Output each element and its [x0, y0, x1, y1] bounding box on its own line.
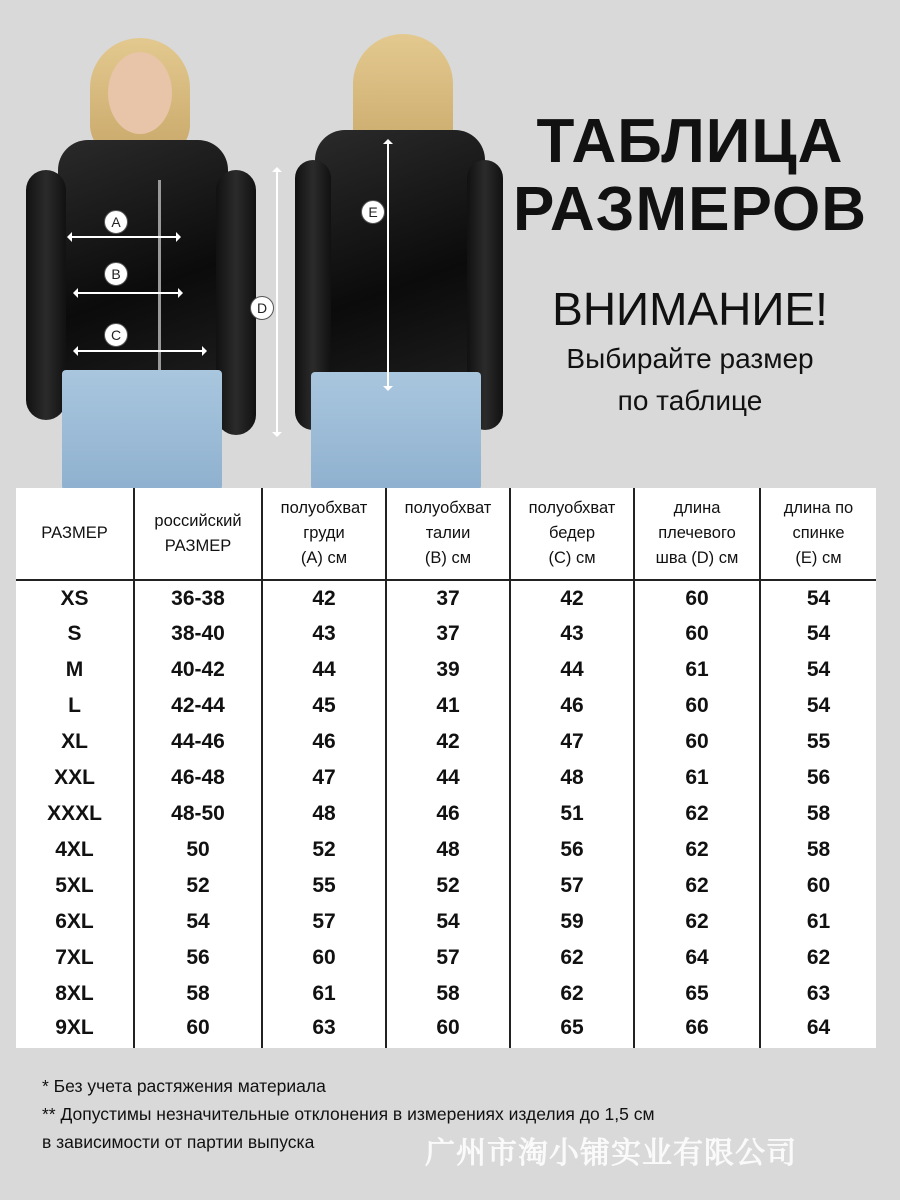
table-cell: XXL: [54, 766, 95, 789]
table-cell: 57: [262, 904, 386, 940]
table-cell: 56: [134, 940, 262, 976]
table-cell: 58: [386, 976, 510, 1012]
table-cell: 66: [634, 1012, 760, 1048]
table-cell: 43: [262, 616, 386, 652]
table-cell: 63: [262, 1012, 386, 1048]
table-cell: 50: [134, 832, 262, 868]
table-cell: 64: [634, 940, 760, 976]
table-cell: 45: [262, 688, 386, 724]
title-line-1: ТАБЛИЦА: [536, 107, 844, 176]
table-cell: 9XL: [55, 1016, 94, 1039]
table-cell: 57: [386, 940, 510, 976]
back-view-photo: [295, 30, 505, 490]
table-cell: 54: [386, 904, 510, 940]
table-cell: 37: [386, 580, 510, 616]
title-line-2: РАЗМЕРОВ: [512, 175, 868, 244]
size-table-body: [16, 580, 876, 1048]
table-cell: 62: [510, 976, 634, 1012]
badge-a: A: [104, 210, 128, 234]
table-cell: 46: [386, 796, 510, 832]
hip-measure-line: [74, 350, 206, 352]
table-cell: 4XL: [55, 838, 94, 861]
hint-line-1: Выбирайте размер: [566, 343, 814, 374]
table-cell: 48: [262, 796, 386, 832]
table-cell: 38-40: [134, 616, 262, 652]
table-row: [16, 652, 876, 688]
table-cell: 42: [386, 724, 510, 760]
table-cell: 58: [760, 796, 876, 832]
table-cell: 64: [760, 1012, 876, 1048]
table-cell: M: [65, 658, 84, 681]
jeans-back: [311, 372, 481, 490]
header-russian-size: российский РАЗМЕР: [134, 488, 262, 580]
table-cell: XXXL: [47, 802, 102, 825]
footnote-2: ** Допустимы незначительные отклонения в измерениях изделия до 1,5 см: [42, 1104, 655, 1124]
table-cell: 65: [510, 1012, 634, 1048]
table-cell: 56: [510, 832, 634, 868]
table-cell: 60: [634, 580, 760, 616]
table-cell: 58: [134, 976, 262, 1012]
jacket-back: [315, 130, 485, 380]
table-cell: 8XL: [55, 982, 94, 1005]
table-cell: 62: [634, 832, 760, 868]
table-cell: 56: [760, 760, 876, 796]
table-cell: 7XL: [55, 946, 94, 969]
waist-measure-line: [74, 292, 182, 294]
table-cell: 59: [510, 904, 634, 940]
table-cell: 46: [262, 724, 386, 760]
header-hips: полуобхват бедер (C) см: [510, 488, 634, 580]
table-cell: 62: [634, 904, 760, 940]
hint-line-2: по таблице: [617, 385, 763, 416]
badge-d: D: [250, 296, 274, 320]
table-cell: 63: [760, 976, 876, 1012]
table-cell: 54: [760, 580, 876, 616]
table-cell: 52: [386, 868, 510, 904]
table-cell: 48: [386, 832, 510, 868]
attention-label: ВНИМАНИЕ!: [552, 283, 828, 335]
table-row: [16, 760, 876, 796]
length-measure-line: [276, 168, 278, 436]
table-cell: 61: [634, 652, 760, 688]
badge-c: C: [104, 323, 128, 347]
table-cell: S: [67, 622, 82, 645]
table-cell: 60: [134, 1012, 262, 1048]
badge-e: E: [361, 200, 385, 224]
table-cell: 42: [262, 580, 386, 616]
footnote-1: * Без учета растяжения материала: [42, 1076, 326, 1096]
table-cell: 57: [510, 868, 634, 904]
table-cell: 37: [386, 616, 510, 652]
table-cell: 43: [510, 616, 634, 652]
table-cell: 51: [510, 796, 634, 832]
table-row: [16, 580, 876, 616]
table-row: [16, 904, 876, 940]
table-cell: L: [68, 694, 81, 717]
table-row: [16, 940, 876, 976]
table-cell: 52: [134, 868, 262, 904]
table-cell: 44: [510, 652, 634, 688]
table-row: [16, 1012, 876, 1048]
table-cell: 42-44: [134, 688, 262, 724]
table-cell: 6XL: [55, 910, 94, 933]
table-cell: 46-48: [134, 760, 262, 796]
table-cell: 61: [634, 760, 760, 796]
table-cell: 58: [760, 832, 876, 868]
header-chest: полуобхват груди (A) см: [262, 488, 386, 580]
left-sleeve: [26, 170, 66, 420]
jeans: [62, 370, 222, 490]
table-cell: 60: [634, 616, 760, 652]
table-cell: 52: [262, 832, 386, 868]
header-back-length: длина по спинке (E) см: [760, 488, 876, 580]
table-cell: 62: [634, 868, 760, 904]
header-shoulder-length: длина плечевого шва (D) см: [634, 488, 760, 580]
badge-b: B: [104, 262, 128, 286]
table-row: [16, 724, 876, 760]
footnote-3: в зависимости от партии выпуска: [42, 1132, 315, 1152]
table-cell: 61: [262, 976, 386, 1012]
header-waist: полуобхват талии (B) см: [386, 488, 510, 580]
table-row: [16, 688, 876, 724]
header-size: РАЗМЕР: [16, 488, 134, 580]
table-row: [16, 796, 876, 832]
page-title: [505, 108, 875, 244]
size-table: [16, 488, 876, 1048]
table-cell: 41: [386, 688, 510, 724]
table-cell: 54: [134, 904, 262, 940]
table-cell: 47: [262, 760, 386, 796]
front-view-photo: [20, 30, 260, 490]
table-cell: XL: [61, 730, 88, 753]
table-cell: 61: [760, 904, 876, 940]
table-cell: 44: [262, 652, 386, 688]
table-row: [16, 616, 876, 652]
table-cell: 60: [634, 688, 760, 724]
table-cell: 46: [510, 688, 634, 724]
table-cell: 55: [760, 724, 876, 760]
table-cell: 36-38: [134, 580, 262, 616]
table-cell: 60: [262, 940, 386, 976]
back-length-measure-line: [387, 140, 389, 390]
jacket-front: [58, 140, 228, 380]
hint-text: [505, 338, 875, 422]
table-cell: 44-46: [134, 724, 262, 760]
table-cell: 54: [760, 688, 876, 724]
chest-measure-line: [68, 236, 180, 238]
table-cell: 55: [262, 868, 386, 904]
size-table-header: [16, 488, 876, 580]
table-row: [16, 832, 876, 868]
table-cell: 60: [634, 724, 760, 760]
table-cell: 47: [510, 724, 634, 760]
table-row: [16, 868, 876, 904]
table-cell: XS: [60, 586, 89, 610]
table-cell: 48-50: [134, 796, 262, 832]
table-cell: 48: [510, 760, 634, 796]
table-cell: 65: [634, 976, 760, 1012]
table-cell: 54: [760, 616, 876, 652]
table-cell: 42: [510, 580, 634, 616]
table-cell: 62: [510, 940, 634, 976]
table-cell: 44: [386, 760, 510, 796]
table-cell: 62: [760, 940, 876, 976]
table-cell: 60: [760, 868, 876, 904]
model-face: [108, 52, 172, 134]
table-cell: 62: [634, 796, 760, 832]
seller-watermark: 广州市淘小铺实业有限公司: [425, 1137, 797, 1170]
table-cell: 5XL: [55, 874, 94, 897]
table-cell: 54: [760, 652, 876, 688]
table-cell: 39: [386, 652, 510, 688]
table-row: [16, 976, 876, 1012]
table-cell: 40-42: [134, 652, 262, 688]
table-cell: 60: [386, 1012, 510, 1048]
